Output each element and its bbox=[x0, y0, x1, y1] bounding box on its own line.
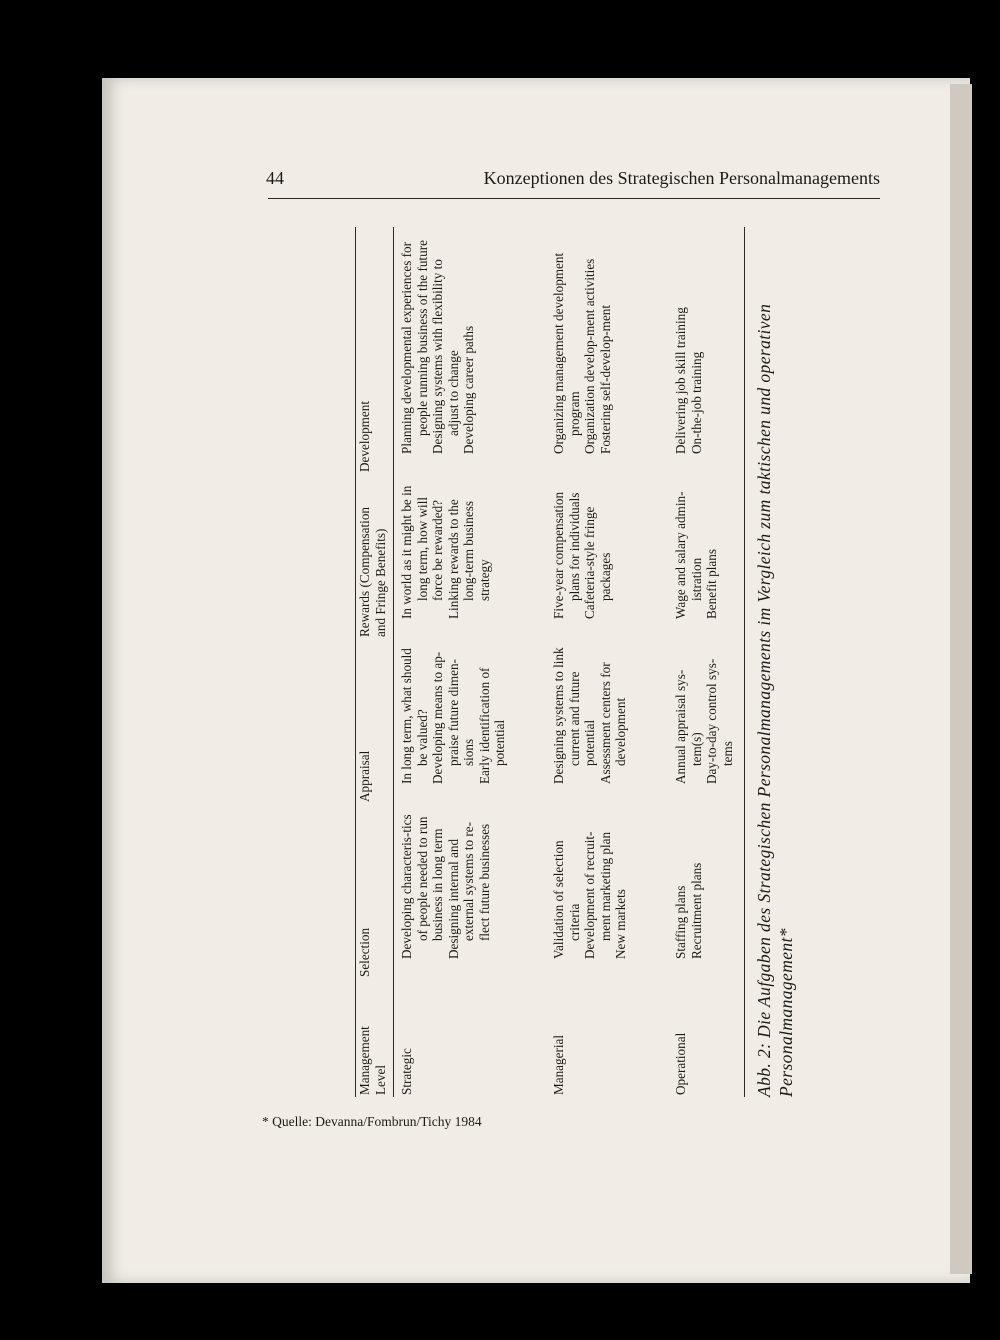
appraisal-cell bbox=[399, 642, 508, 784]
header-rewards bbox=[357, 477, 388, 637]
cell-entry: Designing internal and external systems to re-flect future businesses bbox=[445, 821, 492, 959]
cell-entry: Designing systems with flexibility to adjust to change bbox=[430, 259, 461, 454]
header-selection bbox=[357, 812, 373, 977]
header-line: Development bbox=[357, 400, 372, 472]
cell-entry: In long term, what should be valued? bbox=[399, 648, 430, 784]
header-line: Selection bbox=[357, 927, 372, 977]
figure-caption: Abb. 2: Die Aufgaben des Strategischen Personalmanagements im Vergleich zum taktischen und operativen Personalmanagement* bbox=[754, 303, 796, 1097]
page-number: 44 bbox=[266, 168, 284, 188]
cell-entry: New markets bbox=[613, 889, 628, 959]
header-level bbox=[357, 985, 388, 1095]
development-cell bbox=[673, 232, 704, 454]
appraisal-cell bbox=[551, 642, 629, 784]
management-table bbox=[355, 227, 745, 1097]
cell-entry: Designing systems to link current and future potential bbox=[551, 647, 597, 784]
footnote: * Quelle: Devanna/Fombrun/Tichy 1984 bbox=[262, 1114, 482, 1129]
rewards-cell bbox=[551, 477, 613, 619]
header-line: and Fringe Benefits) bbox=[372, 528, 388, 637]
development-cell bbox=[551, 232, 613, 454]
selection-cell bbox=[399, 812, 492, 959]
header-line: Level bbox=[372, 1064, 388, 1095]
header-development bbox=[357, 232, 373, 472]
selection-cell bbox=[551, 812, 629, 959]
cell-entry: Assessment centers for development bbox=[597, 662, 628, 784]
running-title: Konzeptionen des Strategischen Personalmanagements bbox=[483, 168, 880, 188]
cell-entry: Linking rewards to the long-term business strategy bbox=[445, 499, 492, 619]
cell-entry: Development of recruit-ment marketing plan bbox=[582, 831, 613, 959]
cell-entry: Validation of selection criteria bbox=[551, 840, 582, 959]
header-appraisal bbox=[357, 642, 373, 802]
header-line: Rewards (Compensation bbox=[357, 506, 372, 637]
cell-entry: In world as it might be in long term, how will force be rewarded? bbox=[399, 485, 445, 619]
cell-entry: Annual appraisal sys-tem(s) bbox=[673, 669, 704, 784]
cell-entry: Delivering job skill training bbox=[673, 307, 688, 454]
cell-entry: Early identification of potential bbox=[476, 667, 507, 784]
rewards-cell bbox=[399, 477, 492, 619]
header-rule bbox=[268, 198, 880, 199]
cell-entry: On-the-job training bbox=[688, 351, 704, 454]
appraisal-cell bbox=[673, 642, 735, 784]
level-cell: Managerial bbox=[551, 1034, 566, 1095]
cell-entry: Staffing plans bbox=[673, 885, 688, 959]
cell-entry: Cafeteria-style fringe packages bbox=[582, 506, 613, 619]
cell-entry: Day-to-day control sys-tems bbox=[704, 658, 735, 784]
cell-entry: Fostering self-develop-ment bbox=[597, 304, 613, 454]
cell-entry: Five-year compensation plans for individuals bbox=[551, 491, 582, 619]
selection-cell bbox=[673, 812, 704, 959]
cell-entry: Developing characteris-tics of people needed to run business in long term bbox=[399, 814, 445, 959]
cell-entry: Organization develop-ment activities bbox=[582, 258, 597, 454]
page-edge bbox=[950, 84, 972, 1274]
header-line: Management bbox=[357, 1026, 372, 1095]
cell-entry: Recruitment plans bbox=[688, 862, 704, 959]
level-cell: Operational bbox=[673, 1032, 688, 1095]
rewards-cell bbox=[673, 477, 720, 619]
rotated-table-block bbox=[355, 227, 796, 1097]
cell-entry: Wage and salary admin-istration bbox=[673, 491, 704, 619]
cell-entry: Developing means to ap-praise future dimen-sions bbox=[430, 651, 476, 784]
header-line: Appraisal bbox=[357, 750, 372, 802]
cell-entry: Benefit plans bbox=[704, 549, 719, 619]
level-cell: Strategic bbox=[399, 1048, 414, 1095]
cell-entry: Planning developmental experiences for people running business of the future bbox=[399, 240, 430, 454]
development-cell bbox=[399, 232, 477, 454]
cell-entry: Organizing management development program bbox=[551, 252, 582, 454]
cell-entry: Developing career paths bbox=[461, 325, 476, 454]
